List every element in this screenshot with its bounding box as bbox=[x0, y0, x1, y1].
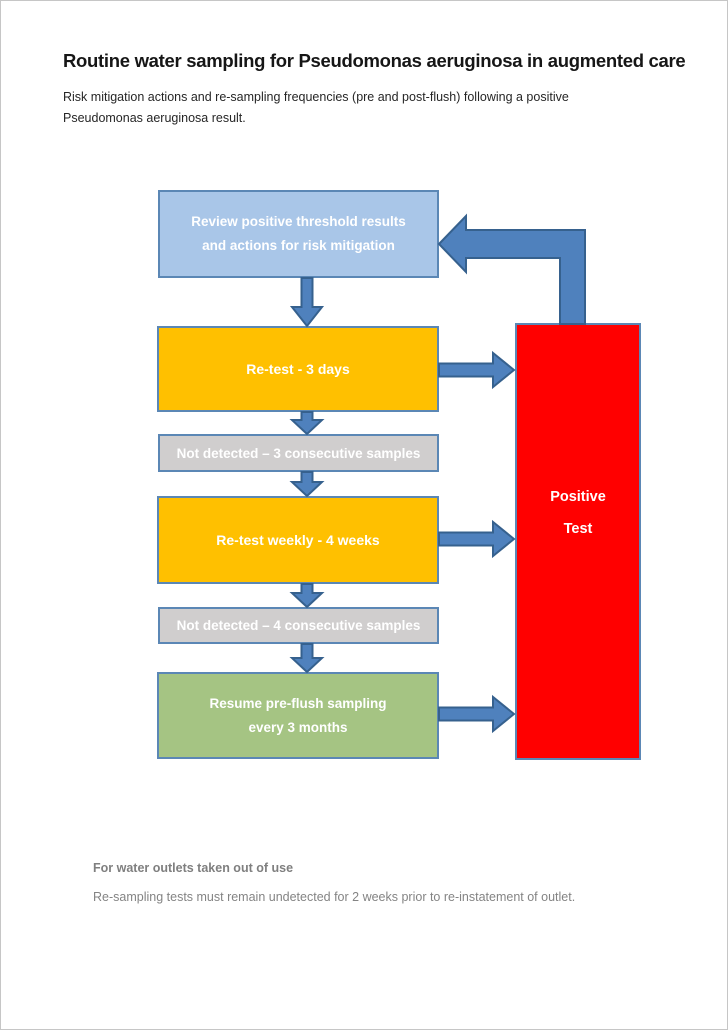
flow-box-not-detected-3-label: Not detected – 3 consecutive samples bbox=[176, 445, 421, 461]
arrow-retestweekly-to-positive bbox=[439, 522, 514, 556]
flow-box-review-threshold bbox=[158, 190, 439, 278]
flow-box-positive-label-line1: Positive bbox=[550, 489, 606, 505]
arrow-notdetected3-to-retestweekly bbox=[292, 472, 322, 496]
flow-box-retest-weekly-label: Re-test weekly - 4 weeks bbox=[216, 532, 380, 548]
arrow-positive-return-to-review bbox=[439, 216, 585, 324]
flow-box-resume-label-line2: every 3 months bbox=[248, 719, 348, 735]
arrow-notdetected4-to-resume bbox=[292, 644, 322, 672]
flow-box-review-label-line1: Review positive threshold results bbox=[191, 214, 406, 229]
footer-heading: For water outlets taken out of use bbox=[93, 861, 294, 875]
page-subtitle: Risk mitigation actions and re-sampling frequencies (pre and post-flush) following a positive Pseudomonas aeruginosa result. bbox=[63, 90, 569, 125]
flow-box-review-label-line2: and actions for risk mitigation bbox=[202, 238, 395, 253]
flow-box-positive-test bbox=[515, 323, 641, 760]
flow-box-not-detected-4-label: Not detected – 4 consecutive samples bbox=[176, 618, 421, 633]
arrow-retest3-to-positive bbox=[439, 353, 514, 387]
flow-box-retest-3-days bbox=[157, 326, 439, 412]
arrow-retestweekly-to-notdetected4 bbox=[292, 584, 322, 607]
flow-box-not-detected-4 bbox=[158, 607, 439, 644]
arrow-retest3-to-notdetected3 bbox=[292, 412, 322, 434]
page-title: Routine water sampling for Pseudomonas aeruginosa in augmented care bbox=[63, 50, 686, 71]
footer-body: Re-sampling tests must remain undetected for 2 weeks prior to re-instatement of outlet. bbox=[93, 890, 576, 904]
flow-box-not-detected-3 bbox=[158, 434, 439, 472]
arrow-resume-to-positive bbox=[439, 697, 514, 731]
flow-box-positive-label-line2: Test bbox=[563, 521, 593, 537]
arrow-review-to-retest3 bbox=[292, 278, 322, 326]
flow-box-retest-weekly bbox=[157, 496, 439, 584]
flow-box-resume-preflush bbox=[157, 672, 439, 759]
flow-box-resume-label-line1: Resume pre-flush sampling bbox=[209, 695, 387, 711]
flow-box-retest-3-days-label: Re-test - 3 days bbox=[246, 361, 350, 377]
